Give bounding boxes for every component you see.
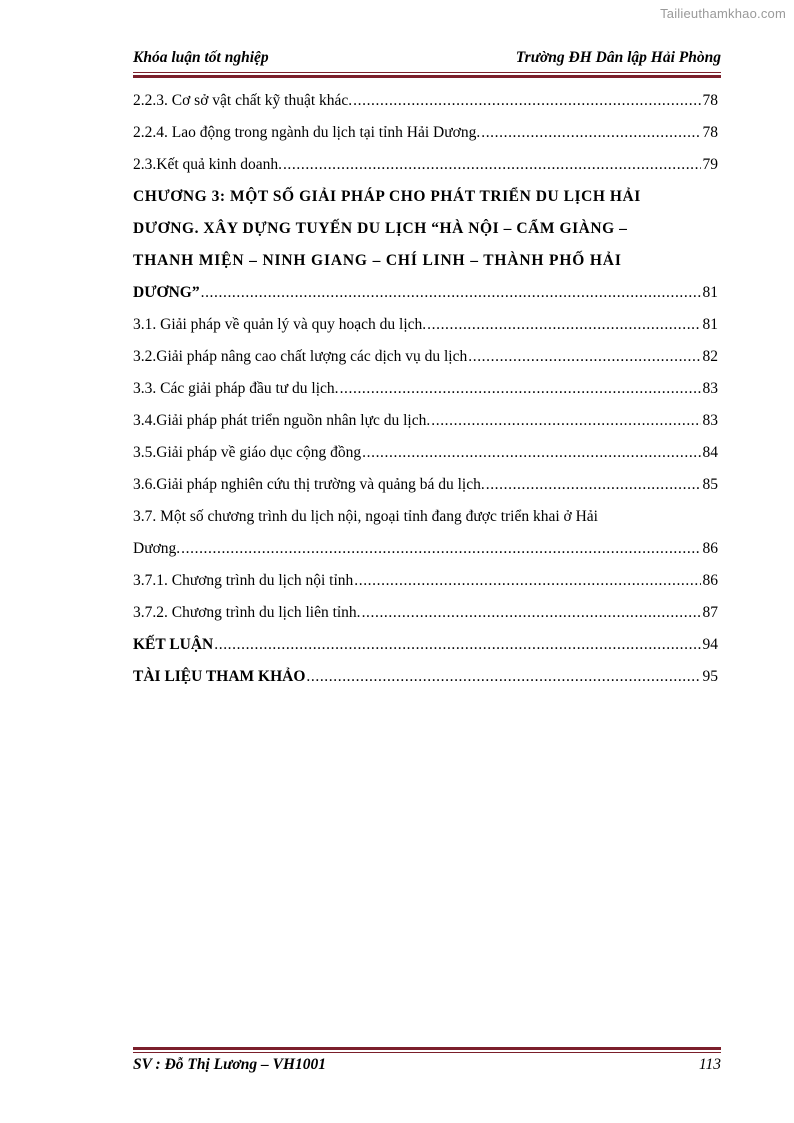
toc-entry-label: KẾT LUẬN: [133, 636, 214, 653]
header-right-title: Trường ĐH Dân lập Hải Phòng: [515, 49, 721, 66]
footer-rule-thin: [133, 1052, 721, 1053]
toc-entry-conclusion[interactable]: [133, 636, 718, 668]
chapter-title-line: DƯƠNG. XÂY DỰNG TUYẾN DU LỊCH “HÀ NỘI – CẨM GIÀNG –: [133, 220, 628, 237]
toc-leader-dots: [354, 572, 700, 590]
toc-entry-label: DƯƠNG”: [133, 284, 200, 301]
toc-leader-dots: [431, 412, 700, 430]
toc-entry-page: 83: [702, 380, 718, 397]
toc-leader-dots: [362, 444, 700, 462]
toc-entry-label: 3.3. Các giải pháp đầu tư du lịch.: [133, 380, 339, 397]
toc-entry-references[interactable]: [133, 668, 718, 700]
toc-entry-label: 3.2.Giải pháp nâng cao chất lượng các dịch vụ du lịch: [133, 348, 468, 365]
toc-leader-dots: [362, 604, 701, 622]
header-rule-thick: [133, 75, 721, 78]
toc-leader-dots: [481, 124, 700, 142]
toc-entry-2-2-3[interactable]: [133, 92, 718, 124]
toc-entry-page: 86: [702, 540, 718, 557]
toc-entry-3-2[interactable]: [133, 348, 718, 380]
toc-entry-3-7[interactable]: [133, 508, 718, 572]
toc-leader-dots: [201, 284, 701, 302]
toc-entry-3-1[interactable]: [133, 316, 718, 348]
chapter-title-line: CHƯƠNG 3: MỘT SỐ GIẢI PHÁP CHO PHÁT TRIỂN DU LỊCH HẢI: [133, 188, 641, 205]
toc-entry-page: 82: [702, 348, 718, 365]
toc-leader-dots: [283, 156, 701, 174]
toc-entry-label: TÀI LIỆU THAM KHẢO: [133, 668, 306, 685]
toc-entry-page: 86: [702, 572, 718, 589]
toc-entry-label: 3.4.Giải pháp phát triển nguồn nhân lực du lịch.: [133, 412, 431, 429]
toc-leader-dots: [427, 316, 700, 334]
toc-entry-page: 81: [702, 316, 718, 333]
toc-entry-2-2-4[interactable]: [133, 124, 718, 156]
table-of-contents: [133, 92, 718, 700]
footer-rule-thick: [133, 1047, 721, 1050]
toc-entry-3-7-1[interactable]: [133, 572, 718, 604]
toc-leader-dots: [353, 92, 700, 110]
toc-leader-dots: [214, 636, 700, 654]
toc-entry-page: 84: [702, 444, 718, 461]
toc-entry-page: 95: [702, 668, 718, 685]
header-rule-thin: [133, 72, 721, 73]
chapter-title-line: THANH MIỆN – NINH GIANG – CHÍ LINH – THÀNH PHỐ HẢI: [133, 252, 622, 269]
header-left-title: Khóa luận tốt nghiệp: [133, 49, 269, 66]
toc-entry-page: 85: [702, 476, 718, 493]
toc-entry-page: 83: [702, 412, 718, 429]
toc-entry-label: 3.7.2. Chương trình du lịch liên tỉnh.: [133, 604, 361, 621]
toc-entry-page: 78: [702, 92, 718, 109]
toc-entry-wrapped-line: 3.7. Một số chương trình du lịch nội, ngoại tỉnh đang được triển khai ở Hải: [133, 508, 598, 525]
toc-entry-label: 3.7.1. Chương trình du lịch nội tỉnh: [133, 572, 354, 589]
toc-leader-dots: [340, 380, 701, 398]
page-header: [133, 49, 721, 71]
toc-entry-3-4[interactable]: [133, 412, 718, 444]
toc-entry-label: 3.6.Giải pháp nghiên cứu thị trường và quảng bá du lịch.: [133, 476, 485, 493]
toc-entry-page: 79: [702, 156, 718, 173]
toc-entry-page: 78: [702, 124, 718, 141]
toc-leader-dots: [486, 476, 701, 494]
toc-entry-label: 3.5.Giải pháp về giáo dục cộng đồng: [133, 444, 362, 461]
chapter-title-last-line: [133, 284, 718, 316]
toc-entry-3-6[interactable]: [133, 476, 718, 508]
toc-entry-3-3[interactable]: [133, 380, 718, 412]
toc-entry-3-7-2[interactable]: [133, 604, 718, 636]
toc-entry-page: 94: [702, 636, 718, 653]
toc-leader-dots: [468, 348, 700, 366]
footer-page-number: 113: [698, 1056, 721, 1073]
toc-entry-label: Dương.: [133, 540, 181, 557]
toc-leader-dots: [181, 540, 700, 558]
toc-entry-page: 81: [702, 284, 718, 301]
page-footer: [133, 1056, 721, 1078]
watermark-text: Tailieuthamkhao.com: [660, 6, 786, 21]
toc-entry-3-5[interactable]: [133, 444, 718, 476]
toc-entry-2-3[interactable]: [133, 156, 718, 188]
toc-entry-page: 87: [702, 604, 718, 621]
toc-entry-wrapped-last-line: [133, 540, 718, 572]
toc-chapter-3[interactable]: [133, 188, 718, 316]
toc-entry-label: 2.2.4. Lao động trong ngành du lịch tại tỉnh Hải Dương.: [133, 124, 481, 141]
footer-author: SV : Đỗ Thị Lương – VH1001: [133, 1056, 327, 1073]
toc-entry-label: 2.3.Kết quả kinh doanh.: [133, 156, 282, 173]
toc-entry-label: 3.1. Giải pháp về quản lý và quy hoạch du lịch.: [133, 316, 427, 333]
toc-leader-dots: [306, 668, 700, 686]
toc-entry-label: 2.2.3. Cơ sở vật chất kỹ thuật khác.: [133, 92, 353, 109]
